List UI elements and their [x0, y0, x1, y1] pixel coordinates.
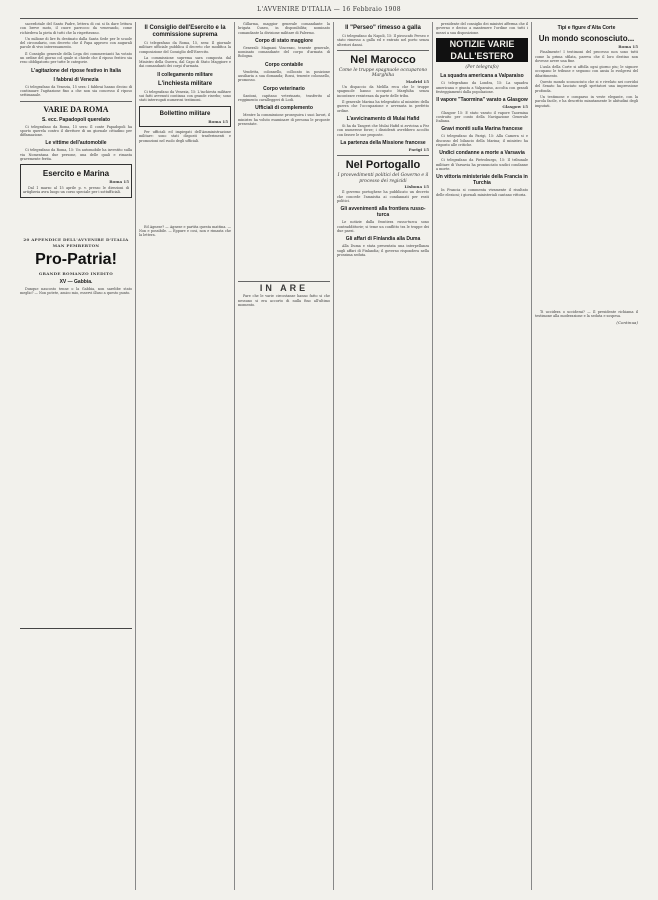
chapter-heading: XV — Gabbia.: [59, 279, 93, 286]
article-paragraph: Mentre la commissione proseguiva i suoi lavori, il ministro ha voluto esaminare di persona le proposte presentate.: [238, 113, 330, 126]
column-6: [535, 22, 638, 890]
column-rule: [135, 22, 136, 890]
article-subheadline: I provvedimenti politici del Governo e il processo dei regicidi: [337, 173, 429, 184]
article-headline: Il Consiglio dell'Esercito e la commissione suprema: [144, 25, 226, 38]
article-paragraph: Gillarma, maggior generale comandante la brigata Cuneo, in disponibilita; nominato comandante la divisione militare di Palermo.: [238, 22, 330, 35]
feuilleton-label: 20 APPENDICE DELL'AVVENIRE D'ITALIA: [23, 237, 129, 243]
section-headline: IN ARE: [259, 283, 309, 294]
section-divider: [238, 281, 330, 282]
article-subheadline: Come le truppe spagnuole occuparono Marghiha: [338, 67, 428, 79]
article-paragraph: Dal 1 marzo al 15 aprile p. v. presso le direzioni di artiglieria avra luogo un corso speciale per i sottufficiali.: [23, 185, 129, 194]
article-paragraph: sacerdotale del Santo Padre, lettera di cui si fa dare lettura con breve moto, il cuore parrocco da venerando, come richiedeva la pieta di tutti che la rispettavano.: [20, 22, 132, 35]
article-paragraph: Ci telegrafano da Roma, 15, sera: Il giornale militare ufficiale pubblica il decreto che modifica la composizione del Consiglio dell'Esercito.: [139, 41, 231, 54]
section-divider: [337, 155, 429, 156]
article-paragraph: Si ha da Tangeri che Mulai Hafid si avvicina a Fez con numerose forze; i dissidenti avrebbero accolto con favore le sue proposte.: [337, 123, 429, 137]
continued-note: (Continua): [616, 320, 638, 326]
article-paragraph: Generali: Magnani Vincenzo, tenente generale, nominato comandante del corpo d'armata di Bologna.: [238, 45, 330, 59]
running-header: L'AVVENIRE D'ITALIA — 16 Febbraio 1908: [257, 6, 401, 13]
section-divider: [20, 101, 132, 102]
section-divider: [337, 50, 429, 51]
dateline: Madrid 15: [405, 78, 429, 84]
section-headline: Esercito e Marina: [42, 169, 110, 179]
article-headline: Il collegamento militare: [157, 71, 213, 78]
column-rule: [333, 22, 334, 890]
feuilleton-subtitle: GRANDE ROMANZO INEDITO: [38, 270, 114, 276]
section-headline: Bollettino militare: [159, 110, 211, 117]
column-1: [20, 22, 132, 890]
article-paragraph: Per ufficiali ed impiegati dell'Amministrazione militare: sono stati disposti trasferimenti e promozioni nel ruolo degli ufficiali.: [139, 129, 231, 143]
section-headline: Nel Marocco: [350, 53, 416, 66]
article-paragraph: Il governo portoghese ha pubblicato un decreto che concede l'amnistia ai condannati per reati politici.: [337, 190, 429, 204]
article-headline: La squadra americana a Valparaiso: [440, 73, 524, 80]
feuilleton-title: Pro-Patria!: [35, 250, 117, 268]
article-headline: I fabbrai di Venezia: [53, 76, 99, 83]
section-subtitle: (Per telegrafo): [465, 64, 499, 70]
article-paragraph: Dunque nascosto tenne o la Gabbia, non sarebbe stato meglio? — Non potete, amico mio, esservi illuso a questo punto.: [20, 287, 132, 296]
feuilleton-rule: [20, 628, 132, 629]
article-paragraph: Il generale Marina ha telegrafato al ministro della guerra che l'occupazione e avvenuta in perfetto ordine.: [337, 100, 429, 113]
article-paragraph: Ci telegrafano da Venezia, 15 sera: I fabbrai hanno deciso di continuare l'agitazione fino a che non sia concesso il riposo settimanale.: [20, 84, 132, 98]
column-rule: [234, 22, 235, 890]
section-headline: VARIE DA ROMA: [43, 104, 109, 114]
article-paragraph: Ci telegrafano da Roma, 15 sera: Il conte Papadopoli ha sporto querela contro il direttore di un giornale cittadino per diffamazione.: [20, 124, 132, 138]
article-paragraph: Ti uccidera o ucciderai? — Il presidente richiama il testimone alla moderazione e la seduta e sospesa.: [535, 309, 638, 319]
article-paragraph: Un dispaccio da Melilla reca che le truppe spagnuole hanno occupato Marghiha senza incontrare resistenza da parte delle tribu.: [337, 85, 429, 98]
dateline: Roma 15: [618, 44, 638, 49]
article-paragraph: Un testimone e comparso in veste elegante, con la parola facile, e ha descritto minutamente le abitudini degli imputati.: [535, 94, 638, 108]
article-headline: Corpo di stato maggiore: [255, 37, 313, 44]
article-paragraph: Vendetta, colonnello, collocato in posizione ausiliaria a sua domanda; Rossi, tenente colonnello, promosso.: [238, 69, 330, 83]
column-5: [436, 22, 528, 890]
header-rule: [20, 18, 638, 19]
article-headline: Le vittime dell'automobile: [45, 140, 107, 147]
section-headline: Nel Portogallo: [345, 159, 421, 172]
dateline: Roma 15: [109, 179, 129, 185]
article-headline: L'agitazione del ripose festivo in Italia: [31, 67, 121, 74]
article-paragraph: Santoni, capitano veterinario, trasferito al reggimento cavalleggeri di Lodi.: [238, 93, 330, 102]
article-paragraph: Ci telegrafano da Pietroburgo, 15: Il tribunale militare di Varsavia ha pronunciato undici condanne a morte.: [436, 158, 528, 171]
section-box: [139, 106, 231, 127]
article-paragraph: presidente del consiglio dei ministri afferma che il governo e deciso a mantenere l'ordine con tutti i mezzi a sua disposizione.: [436, 22, 528, 35]
section-box: [20, 164, 132, 198]
article-headline: Undici condanne a morte a Varsavia: [439, 150, 525, 157]
article-paragraph: Questo mondo sconosciuto che si e rivelato nei corridoi del Senato ha lasciato negli spettatori una impressione profonda.: [535, 80, 638, 93]
article-paragraph: Glasgow 15: E stato varato il vapore Taormina costruito per conto della Navigazione Generale Italiana.: [436, 110, 528, 124]
article-headline: Un mondo sconosciuto...: [538, 34, 635, 43]
column-rule: [432, 22, 433, 890]
article-paragraph: Ci telegrafano da Londra, 15: La squadra americana e giunta a Valparaiso, accolta con grandi festeggiamenti dalla popolazione.: [436, 81, 528, 94]
article-headline: Corpo veterinario: [263, 85, 305, 92]
article-paragraph: Pare che le varie circostanze hanno fatto si che nessuno si era accorto di nulla fino all'ultimo momento.: [238, 294, 330, 308]
dateline: Glasgow 15: [502, 104, 528, 110]
article-headline: Gli affari di Finlandia alla Duma: [345, 236, 421, 243]
article-paragraph: Ci telegrafano da Venezia, 15: L'inchiesta militare sui fatti avvenuti continua con grande riserbo; sono stati interrogati numerosi testimoni.: [139, 89, 231, 103]
article-paragraph: Ci telegrafano da Roma, 15: Un automobile ha investito sulla via Nomentana due persone, una delle quali e rimasta gravemente ferita.: [20, 148, 132, 162]
article-headline: L'inchiesta militare: [157, 80, 213, 87]
dateline: Lisbona 15: [404, 184, 429, 190]
article-paragraph: Finalmente! I testimoni del processo non sono tutti come la prima sfilata, pareva che il loro destino non dovesse avere una fine.: [535, 50, 638, 63]
column-rule: [531, 22, 532, 890]
article-headline: Il "Perseo" rimesso a galla: [345, 25, 421, 31]
section-banner: NOTIZIE VARIE DALL'ESTERO: [436, 38, 528, 62]
column-2: [139, 22, 231, 890]
article-paragraph: Ed Agnese? — Agnese e partita questa mattina. — Non e possibile. — Eppure e cosi, non e rimasta che la lettera.: [139, 224, 231, 238]
article-paragraph: Il Consiglio generale della Lega dei commercianti ha votato un ordine del giorno col quale si chiede che il riposo festivo sia reso obbligatorio per tutte le categorie.: [20, 51, 132, 65]
article-paragraph: L'aula della Corte si affolla ogni giorno piu; le signore occupano le tribune e seguono con ansia lo svolgersi del dibattimento.: [535, 65, 638, 78]
article-paragraph: Ci telegrafano da Parigi, 15: Alla Camera si e discusso del bilancio della Marina; il ministro ha risposto alle critiche.: [436, 134, 528, 148]
article-headline: Corpo contabile: [264, 61, 304, 68]
article-paragraph: La commissione suprema sara composta dal Ministro della Guerra, dal Capo di Stato Maggiore e dai comandanti dei corpi d'armata.: [139, 55, 231, 69]
article-headline: L'avvicinamento di Mulai Hafid: [346, 115, 420, 122]
article-paragraph: Un milione di lire fu destinato dalla Santa Sede per le scuole del circondario, con decreto che il Papa approvo con augurali parole di vivo interessamento.: [20, 36, 132, 50]
article-headline: La partenza della Missione francese: [340, 139, 426, 146]
article-paragraph: Alla Duma e stata presentata una interpellanza sugli affari di Finlandia; il governo rispondera nella prossima seduta.: [337, 244, 429, 257]
article-headline: Il vapore "Taormina" varato a Glasgow: [436, 97, 528, 104]
dateline: Roma 15: [208, 118, 228, 124]
article-paragraph: Ci telegrafano da Napoli, 15: Il piroscafo Perseo e stato rimesso a galla ed e entrato nel porto senza ulteriori danni.: [337, 34, 429, 47]
article-kicker: Tipi e figure d'Alta Corte: [557, 25, 616, 31]
article-paragraph: In Francia si commenta vivamente il risultato delle elezioni; i giornali ministeriali cantano vittoria.: [436, 188, 528, 197]
article-paragraph: Le notizie dalla frontiera russo-turca sono contraddittorie; si teme un conflitto tra le truppe dei due paesi.: [337, 220, 429, 233]
feuilleton-author: MAN PEMBERTON: [52, 242, 100, 248]
article-headline: Gravi moniti sulla Marina francese: [441, 126, 523, 133]
dateline: Parigi 15: [408, 146, 429, 152]
column-4: [337, 22, 429, 890]
article-headline: Gli avvenimenti alla frontiera russo-turca: [340, 206, 426, 219]
article-headline: S. ecc. Papadopoli querelato: [41, 116, 111, 123]
article-headline: Ufficiali di complemento: [255, 105, 313, 112]
column-3: [238, 22, 330, 890]
article-headline: Un vittoria ministeriale della Francia in Turchia: [436, 174, 528, 187]
